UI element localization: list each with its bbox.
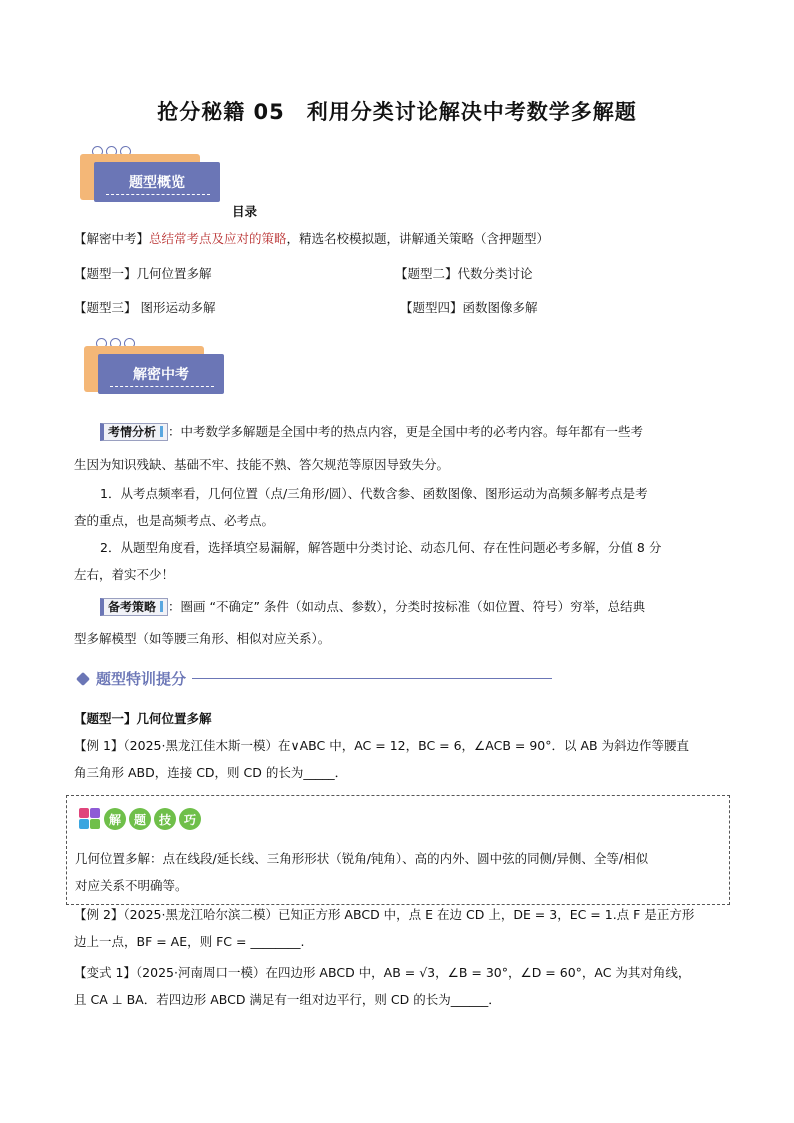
analysis-tag: 考情分析 xyxy=(100,423,168,441)
tips-line-2: 对应关系不明确等。 xyxy=(75,878,188,893)
analysis-line-5: 2．从题型角度看，选择填空易漏解，解答题中分类讨论、动态几何、存在性问题必考多解，分值 8 分 xyxy=(100,540,662,555)
type-item-3: 【题型三】 图形运动多解 xyxy=(74,300,216,315)
variant1-line-1: 【变式 1】（2025·河南周口一模）在四边形 ABCD 中，AB = √3，∠B = 30°，∠D = 60°，AC 为其对角线， xyxy=(74,965,691,980)
example2-line-2: 边上一点，BF = AE，则 FC = ________. xyxy=(74,934,305,949)
diamond-icon xyxy=(76,671,90,685)
decode-badge-label: 解密中考 xyxy=(98,354,224,394)
type-item-1: 【题型一】几何位置多解 xyxy=(74,266,212,281)
type-item-2: 【题型二】代数分类讨论 xyxy=(395,266,533,281)
type-item-4: 【题型四】函数图像多解 xyxy=(400,300,538,315)
tips-line-1: 几何位置多解：点在线段/延长线、三角形形状（锐角/钝角）、高的内外、圆中弦的同侧/异侧、全等/相似 xyxy=(75,851,649,866)
tips-char-2: 题 xyxy=(129,808,151,830)
analysis-line-3: 1．从考点频率看，几何位置（点/三角形/圆）、代数含参、函数图像、图形运动为高频多解考点是考 xyxy=(100,486,648,501)
tips-box xyxy=(66,795,730,905)
intro-line: 【解密中考】总结常考点及应对的策略，精选名校模拟题，讲解通关策略（含押题型） xyxy=(74,231,550,246)
tips-heading xyxy=(79,808,201,830)
strategy-tag: 备考策略 xyxy=(100,598,168,616)
analysis-line-2: 生因为知识残缺、基础不牢、技能不熟、答欠规范等原因导致失分。 xyxy=(74,457,450,472)
tips-char-3: 技 xyxy=(154,808,176,830)
page-title: 抢分秘籍 05 利用分类讨论解决中考数学多解题 xyxy=(157,100,637,124)
section-heading: 题型特训提分 xyxy=(78,668,552,689)
analysis-line-1: 考情分析 ：中考数学多解题是全国中考的热点内容，更是全国中考的必考内容。每年都有一些考 xyxy=(100,422,643,442)
example1-line-2: 角三角形 ABD，连接 CD，则 CD 的长为_____． xyxy=(74,765,348,780)
strategy-line-1: 备考策略 ：圈画 “不确定” 条件（如动点、参数），分类时按标准（如位置、符号）穷举，总结典 xyxy=(100,597,645,617)
example1-line-1: 【例 1】（2025·黑龙江佳木斯一模）在∨ABC 中，AC = 12，BC = 6，∠ACB = 90°．以 AB 为斜边作等腰直 xyxy=(74,738,690,753)
strategy-line-2: 型多解模型（如等腰三角形、相似对应关系）。 xyxy=(74,631,331,646)
toc-label: 目录 xyxy=(232,204,258,219)
tips-char-4: 巧 xyxy=(179,808,201,830)
overview-badge xyxy=(80,146,230,206)
type1-heading: 【题型一】几何位置多解 xyxy=(74,711,212,726)
tips-char-1: 解 xyxy=(104,808,126,830)
analysis-line-4: 查的重点，也是高频考点、必考点。 xyxy=(74,513,275,528)
variant1-line-2: 且 CA ⊥ BA．若四边形 ABCD 满足有一组对边平行，则 CD 的长为______． xyxy=(74,992,501,1007)
example2-line-1: 【例 2】（2025·黑龙江哈尔滨二模）已知正方形 ABCD 中，点 E 在边 CD 上，DE = 3，EC = 1.点 F 是正方形 xyxy=(74,907,695,922)
puzzle-icon xyxy=(79,808,101,830)
overview-badge-label: 题型概览 xyxy=(94,162,220,202)
analysis-line-6: 左右，着实不少！ xyxy=(74,567,175,582)
decode-badge xyxy=(84,338,234,398)
